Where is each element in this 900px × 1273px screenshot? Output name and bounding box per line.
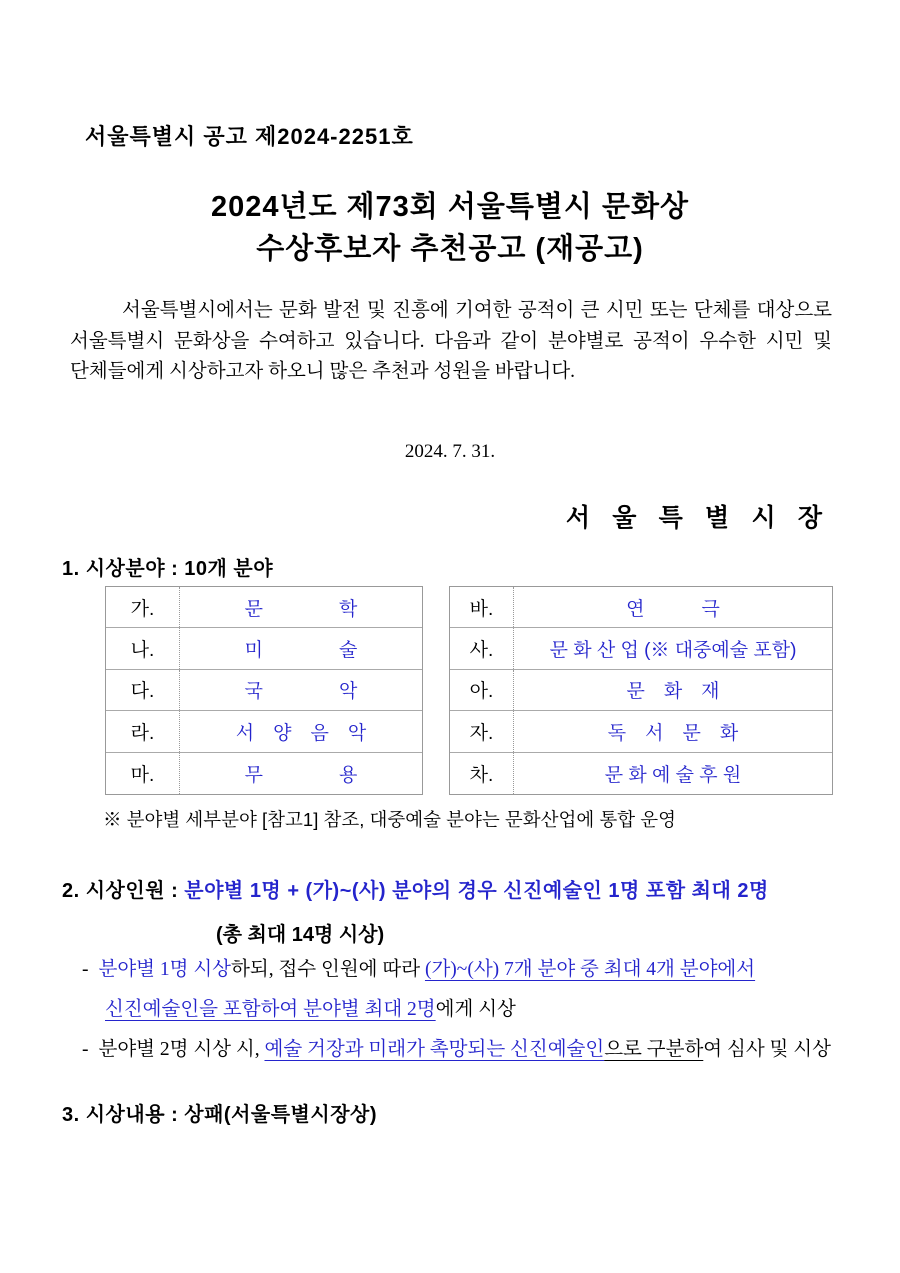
row-value: 국 악	[244, 681, 358, 703]
section1-heading: 1. 시상분야 : 10개 분야	[62, 558, 274, 580]
row-value: 서 양 음 악	[235, 722, 367, 744]
table-row	[106, 670, 422, 711]
table-row	[450, 753, 832, 794]
section2-heading-prefix: 2. 시상인원 :	[62, 880, 185, 902]
fields-note: ※ 분야별 세부분야 [참고1] 참조, 대중예술 분야는 문화산업에 통합 운영	[103, 809, 676, 830]
row-label: 나.	[106, 628, 180, 668]
bullet1-highlight-1: 분야별 1명 시상	[98, 959, 232, 980]
award-fields-table-left	[105, 586, 423, 795]
row-label: 다.	[106, 670, 180, 710]
table-row	[106, 587, 422, 628]
row-label: 바.	[450, 587, 514, 627]
table-row	[106, 628, 422, 669]
row-value: 문 학	[244, 598, 358, 620]
bullet2-text-2: 으로 구분하	[604, 1039, 704, 1060]
row-value: 문 화 산 업 (※ 대중예술 포함)	[549, 640, 797, 662]
bullet-item-1	[82, 950, 860, 1030]
row-value: 문 화 재	[626, 681, 720, 703]
notice-number: 서울특별시 공고 제2024-2251호	[85, 124, 414, 149]
row-value: 무 용	[244, 764, 358, 786]
row-label: 가.	[106, 587, 180, 627]
row-value: 연 극	[626, 598, 720, 620]
bullet2-text-3: 여 심사 및 시상	[703, 1039, 831, 1060]
bullet1-text-2: 에게 시상	[435, 999, 516, 1020]
table-row	[450, 628, 832, 669]
row-label: 마.	[106, 753, 180, 794]
row-label: 사.	[450, 628, 514, 668]
bullet2-text-1: 분야별 2명 시상 시,	[98, 1039, 265, 1060]
row-label: 자.	[450, 711, 514, 751]
bullet-dash: -	[82, 1039, 89, 1060]
table-row	[106, 753, 422, 794]
bullet2-highlight: 예술 거장과 미래가 촉망되는 신진예술인	[264, 1039, 605, 1060]
bullet-item-2	[82, 1030, 882, 1070]
row-value: 미 술	[244, 640, 358, 662]
section2-heading-highlight: 분야별 1명 + (가)~(사) 분야의 경우 신진예술인 1명 포함 최대 2명	[184, 880, 769, 902]
row-label: 차.	[450, 753, 514, 794]
row-value: 문 화 예 술 후 원	[604, 764, 742, 786]
table-row	[450, 587, 832, 628]
title-line-1: 2024년도 제73회 서울특별시 문화상	[210, 191, 690, 223]
section2-heading	[62, 874, 769, 903]
row-label: 아.	[450, 670, 514, 710]
award-fields-table-right	[449, 586, 833, 795]
row-value: 독 서 문 화	[607, 722, 739, 744]
mayor-signature: 서 울 특 별 시 장	[565, 505, 830, 532]
document-date: 2024. 7. 31.	[404, 441, 496, 462]
page-title	[0, 186, 900, 270]
table-row	[450, 711, 832, 752]
table-row	[106, 711, 422, 752]
section2-subheading: (총 최대 14명 시상)	[216, 924, 385, 946]
row-label: 라.	[106, 711, 180, 751]
intro-paragraph: 서울특별시에서는 문화 발전 및 진흥에 기여한 공적이 큰 시민 또는 단체를 대상으로 서울특별시 문화상을 수여하고 있습니다. 다음과 같이 분야별로 공적이 우수한 시민 및 단체들에게 시상하고자 하오니 많은 추천과 성원을 바랍니다.	[70, 300, 832, 382]
table-row	[450, 670, 832, 711]
section3-heading: 3. 시상내용 : 상패(서울특별시장상)	[62, 1104, 377, 1126]
title-line-2: 수상후보자 추천공고 (재공고)	[256, 233, 644, 265]
bullet-dash: -	[82, 959, 89, 980]
bullet1-text-1: 하되, 접수 인원에 따라	[231, 959, 425, 980]
bullet1-highlight-2: (가)~(사) 7개 분야 중 최대 4개 분야에서 신진예술인을 포함하여 분야별 최대 2명	[105, 959, 756, 1020]
